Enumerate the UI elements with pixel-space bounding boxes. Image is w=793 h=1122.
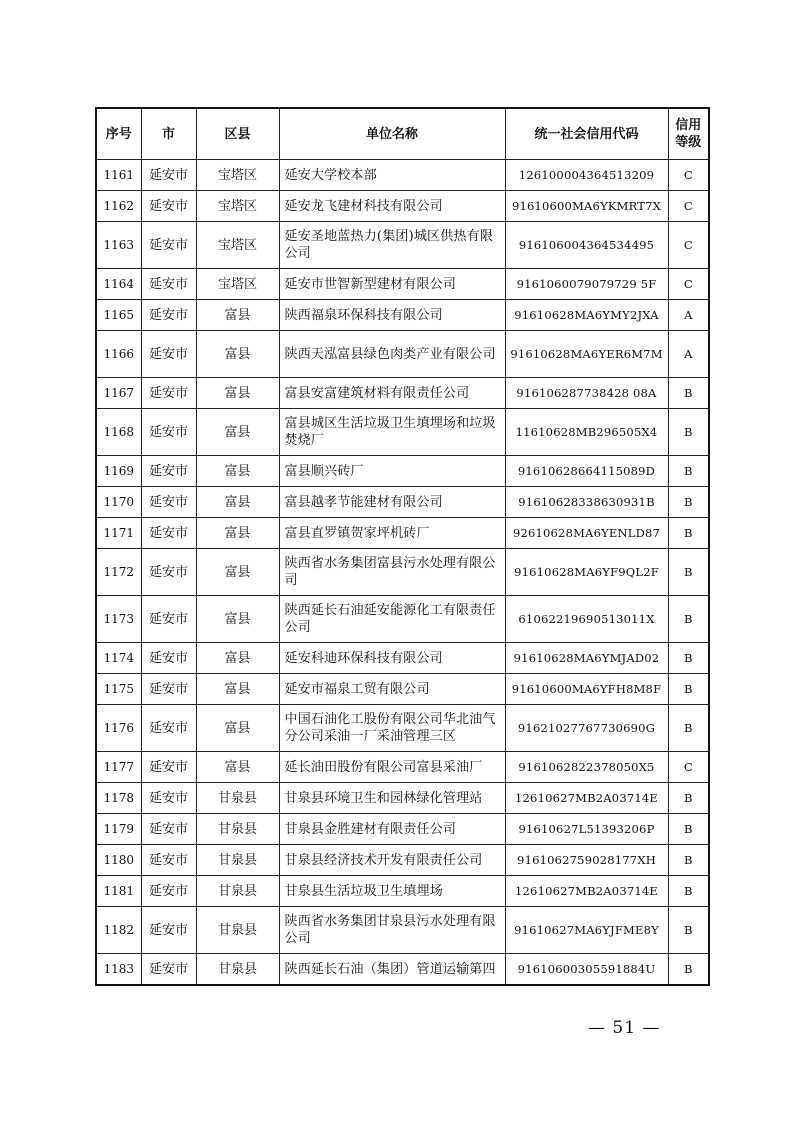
table-row <box>96 845 709 876</box>
row-city: 延安市 <box>141 487 196 518</box>
table-row <box>96 954 709 986</box>
row-credit-grade: B <box>668 814 709 845</box>
row-city: 延安市 <box>141 783 196 814</box>
row-district: 富县 <box>196 331 279 378</box>
row-credit-grade: B <box>668 954 709 986</box>
row-city: 延安市 <box>141 160 196 191</box>
row-credit-code: 12610627MB2A03714E <box>505 876 668 907</box>
row-seq: 1165 <box>96 300 141 331</box>
table-row <box>96 876 709 907</box>
row-district: 富县 <box>196 674 279 705</box>
row-credit-code: 9161062822378050X5 <box>505 752 668 783</box>
row-credit-code: 91610627L51393206P <box>505 814 668 845</box>
row-unit-name: 陕西天泓富县绿色肉类产业有限公司 <box>279 331 505 378</box>
row-unit-name: 延安圣地蓝热力(集团)城区供热有限公司 <box>279 222 505 269</box>
row-unit-name: 富县安富建筑材料有限责任公司 <box>279 378 505 409</box>
table-row <box>96 269 709 300</box>
row-credit-code: 91610628664115089D <box>505 456 668 487</box>
row-district: 富县 <box>196 549 279 596</box>
row-seq: 1167 <box>96 378 141 409</box>
table-row <box>96 643 709 674</box>
row-credit-grade: C <box>668 160 709 191</box>
row-city: 延安市 <box>141 705 196 752</box>
row-seq: 1161 <box>96 160 141 191</box>
row-seq: 1163 <box>96 222 141 269</box>
row-credit-grade: B <box>668 596 709 643</box>
row-district: 富县 <box>196 643 279 674</box>
row-credit-code: 61062219690513011X <box>505 596 668 643</box>
row-credit-grade: B <box>668 643 709 674</box>
row-city: 延安市 <box>141 409 196 456</box>
row-unit-name: 富县顺兴砖厂 <box>279 456 505 487</box>
row-unit-name: 延安市福泉工贸有限公司 <box>279 674 505 705</box>
row-credit-grade: B <box>668 845 709 876</box>
row-credit-grade: B <box>668 674 709 705</box>
row-credit-grade: B <box>668 409 709 456</box>
row-city: 延安市 <box>141 596 196 643</box>
row-credit-code: 916106004364534495 <box>505 222 668 269</box>
row-credit-grade: B <box>668 907 709 954</box>
row-district: 宝塔区 <box>196 160 279 191</box>
row-credit-grade: A <box>668 331 709 378</box>
row-credit-code: 9161060079079729 5F <box>505 269 668 300</box>
table-row <box>96 331 709 378</box>
row-seq: 1174 <box>96 643 141 674</box>
row-district: 甘泉县 <box>196 876 279 907</box>
row-city: 延安市 <box>141 222 196 269</box>
row-district: 富县 <box>196 596 279 643</box>
row-credit-code: 91610628338630931B <box>505 487 668 518</box>
row-credit-code: 91610628MA6YER6M7M <box>505 331 668 378</box>
table-row <box>96 378 709 409</box>
row-city: 延安市 <box>141 456 196 487</box>
table-row <box>96 191 709 222</box>
row-credit-code: 11610628MB296505X4 <box>505 409 668 456</box>
row-credit-grade: B <box>668 876 709 907</box>
row-unit-name: 延安科迪环保科技有限公司 <box>279 643 505 674</box>
row-credit-code: 91610600305591884U <box>505 954 668 986</box>
page-number: — 51 — <box>588 1018 661 1038</box>
row-credit-grade: C <box>668 222 709 269</box>
table-row <box>96 409 709 456</box>
row-credit-grade: B <box>668 378 709 409</box>
row-credit-grade: B <box>668 487 709 518</box>
table-row <box>96 596 709 643</box>
row-city: 延安市 <box>141 876 196 907</box>
table-body <box>96 160 709 986</box>
table-header-row <box>96 108 709 160</box>
row-seq: 1172 <box>96 549 141 596</box>
row-district: 甘泉县 <box>196 783 279 814</box>
row-unit-name: 陕西省水务集团富县污水处理有限公司 <box>279 549 505 596</box>
row-district: 富县 <box>196 518 279 549</box>
row-credit-code: 91610628MA6YF9QL2F <box>505 549 668 596</box>
row-unit-name: 延长油田股份有限公司富县采油厂 <box>279 752 505 783</box>
row-credit-code: 91610600MA6YFH8M8F <box>505 674 668 705</box>
row-city: 延安市 <box>141 518 196 549</box>
row-district: 宝塔区 <box>196 269 279 300</box>
row-district: 宝塔区 <box>196 222 279 269</box>
table-row <box>96 752 709 783</box>
row-city: 延安市 <box>141 954 196 986</box>
row-seq: 1171 <box>96 518 141 549</box>
row-unit-name: 富县城区生活垃圾卫生填埋场和垃圾焚烧厂 <box>279 409 505 456</box>
row-city: 延安市 <box>141 269 196 300</box>
row-unit-name: 富县越孝节能建材有限公司 <box>279 487 505 518</box>
row-unit-name: 陕西省水务集团甘泉县污水处理有限公司 <box>279 907 505 954</box>
table-row <box>96 518 709 549</box>
row-credit-grade: A <box>668 300 709 331</box>
row-unit-name: 甘泉县环境卫生和园林绿化管理站 <box>279 783 505 814</box>
header-credit-code: 统一社会信用代码 <box>505 108 668 160</box>
row-city: 延安市 <box>141 814 196 845</box>
row-seq: 1183 <box>96 954 141 986</box>
row-city: 延安市 <box>141 300 196 331</box>
row-credit-code: 126100004364513209 <box>505 160 668 191</box>
row-city: 延安市 <box>141 378 196 409</box>
row-district: 富县 <box>196 705 279 752</box>
header-seq: 序号 <box>96 108 141 160</box>
row-district: 富县 <box>196 752 279 783</box>
row-unit-name: 甘泉县金胜建材有限责任公司 <box>279 814 505 845</box>
row-unit-name: 陕西延长石油（集团）管道运输第四 <box>279 954 505 986</box>
header-city: 市 <box>141 108 196 160</box>
row-credit-code: 9161062759028177XH <box>505 845 668 876</box>
header-district: 区县 <box>196 108 279 160</box>
row-credit-code: 916106287738428 08A <box>505 378 668 409</box>
row-credit-code: 91621027767730690G <box>505 705 668 752</box>
row-seq: 1170 <box>96 487 141 518</box>
row-seq: 1178 <box>96 783 141 814</box>
row-seq: 1180 <box>96 845 141 876</box>
row-district: 富县 <box>196 300 279 331</box>
row-district: 甘泉县 <box>196 814 279 845</box>
row-district: 甘泉县 <box>196 954 279 986</box>
row-unit-name: 甘泉县经济技术开发有限责任公司 <box>279 845 505 876</box>
row-credit-grade: C <box>668 191 709 222</box>
row-seq: 1168 <box>96 409 141 456</box>
row-unit-name: 甘泉县生活垃圾卫生填埋场 <box>279 876 505 907</box>
table-row <box>96 814 709 845</box>
table-row <box>96 705 709 752</box>
row-credit-code: 91610627MA6YJFME8Y <box>505 907 668 954</box>
table-row <box>96 222 709 269</box>
row-district: 富县 <box>196 378 279 409</box>
row-credit-grade: B <box>668 518 709 549</box>
header-grade-line2: 等级 <box>675 135 702 150</box>
row-seq: 1179 <box>96 814 141 845</box>
header-credit-grade <box>668 108 709 160</box>
row-city: 延安市 <box>141 907 196 954</box>
row-seq: 1173 <box>96 596 141 643</box>
row-unit-name: 富县直罗镇贺家坪机砖厂 <box>279 518 505 549</box>
row-city: 延安市 <box>141 674 196 705</box>
row-credit-code: 92610628MA6YENLD87 <box>505 518 668 549</box>
row-seq: 1176 <box>96 705 141 752</box>
row-credit-code: 91610628MA6YMJAD02 <box>505 643 668 674</box>
row-seq: 1166 <box>96 331 141 378</box>
table-row <box>96 674 709 705</box>
row-unit-name: 延安龙飞建材科技有限公司 <box>279 191 505 222</box>
row-seq: 1182 <box>96 907 141 954</box>
row-seq: 1175 <box>96 674 141 705</box>
row-credit-code: 12610627MB2A03714E <box>505 783 668 814</box>
row-credit-grade: B <box>668 705 709 752</box>
row-city: 延安市 <box>141 549 196 596</box>
row-seq: 1181 <box>96 876 141 907</box>
row-district: 宝塔区 <box>196 191 279 222</box>
row-district: 甘泉县 <box>196 845 279 876</box>
row-credit-code: 91610600MA6YKMRT7X <box>505 191 668 222</box>
row-city: 延安市 <box>141 643 196 674</box>
table-row <box>96 907 709 954</box>
table-row <box>96 456 709 487</box>
row-unit-name: 延安大学校本部 <box>279 160 505 191</box>
row-credit-grade: B <box>668 783 709 814</box>
table-row <box>96 160 709 191</box>
row-unit-name: 延安市世智新型建材有限公司 <box>279 269 505 300</box>
row-credit-grade: C <box>668 752 709 783</box>
credit-table <box>95 107 710 986</box>
row-credit-grade: B <box>668 456 709 487</box>
row-credit-code: 91610628MA6YMY2JXA <box>505 300 668 331</box>
header-grade-line1: 信用 <box>675 118 702 133</box>
table-row <box>96 487 709 518</box>
row-unit-name: 陕西福泉环保科技有限公司 <box>279 300 505 331</box>
row-district: 甘泉县 <box>196 907 279 954</box>
table-row <box>96 549 709 596</box>
row-credit-grade: C <box>668 269 709 300</box>
row-seq: 1164 <box>96 269 141 300</box>
row-city: 延安市 <box>141 191 196 222</box>
row-seq: 1162 <box>96 191 141 222</box>
row-credit-grade: B <box>668 549 709 596</box>
table-row <box>96 783 709 814</box>
row-unit-name: 中国石油化工股份有限公司华北油气分公司采油一厂采油管理三区 <box>279 705 505 752</box>
row-seq: 1169 <box>96 456 141 487</box>
row-seq: 1177 <box>96 752 141 783</box>
row-district: 富县 <box>196 409 279 456</box>
row-city: 延安市 <box>141 331 196 378</box>
row-unit-name: 陕西延长石油延安能源化工有限责任公司 <box>279 596 505 643</box>
row-district: 富县 <box>196 487 279 518</box>
row-city: 延安市 <box>141 845 196 876</box>
header-unit-name: 单位名称 <box>279 108 505 160</box>
row-district: 富县 <box>196 456 279 487</box>
row-city: 延安市 <box>141 752 196 783</box>
table-row <box>96 300 709 331</box>
